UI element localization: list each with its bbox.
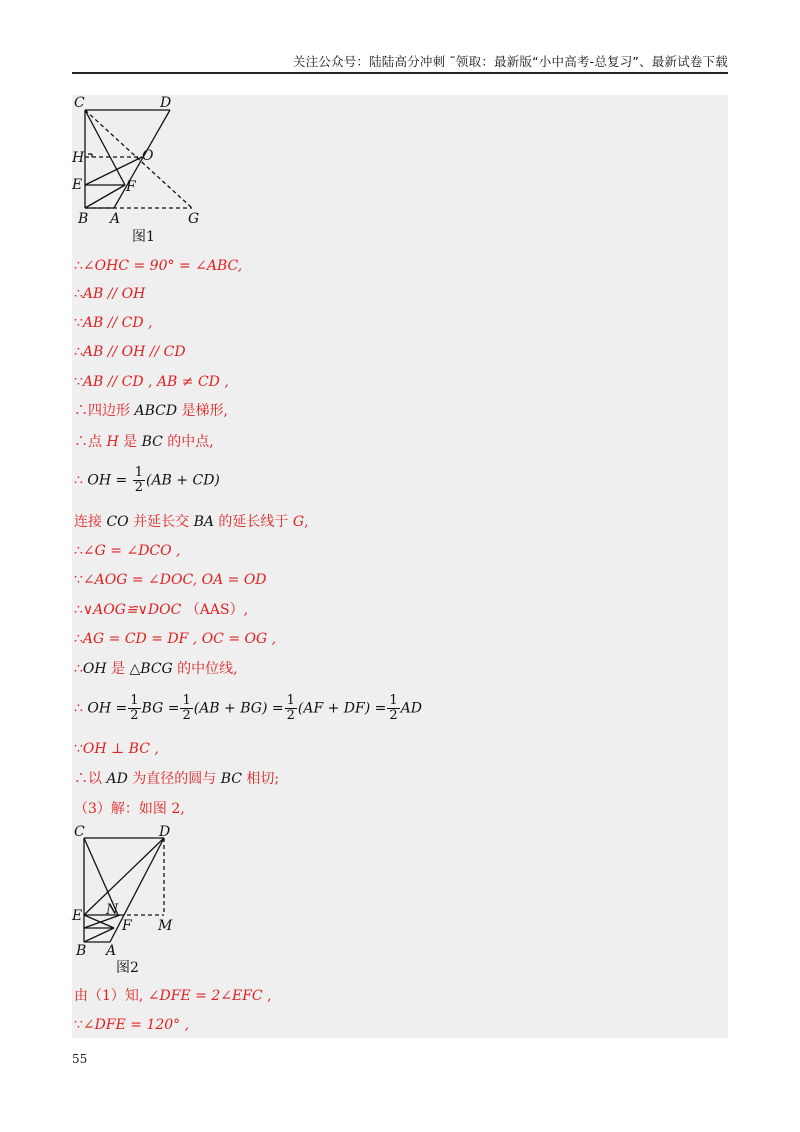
line-17: ∴以 AD 为直径的圆与 BC 相切;	[74, 771, 280, 787]
fig1-label-h: H	[72, 150, 85, 166]
fig2-label-c: C	[74, 824, 85, 840]
line-5: ∵AB // CD , AB ≠ CD ,	[74, 374, 229, 390]
fraction-half-2: $\frac{1}{2}$	[182, 693, 191, 723]
fig2-label-n: N	[106, 902, 119, 918]
fig1-label-f: F	[126, 179, 136, 195]
fig2-label-f: F	[122, 918, 132, 934]
line-2: ∴AB // OH	[74, 286, 146, 302]
fraction-half-4: $\frac{1}{2}$	[389, 693, 398, 723]
fraction-half-3: $\frac{1}{2}$	[286, 693, 295, 723]
line-13: ∴AG = CD = DF , OC = OG ,	[74, 631, 277, 647]
fig2-label-d: D	[159, 824, 171, 840]
figure-1	[72, 95, 232, 250]
line-18: （3）解：如图 2,	[74, 801, 185, 817]
header-rule	[72, 72, 728, 74]
line-6: ∴四边形 ABCD 是梯形,	[74, 403, 228, 419]
fig2-label-m: M	[158, 918, 173, 934]
fraction-half-1: $\frac{1}{2}$	[130, 693, 139, 723]
line-4: ∴AB // OH // CD	[74, 344, 186, 360]
line-16: ∵OH ⊥ BC ,	[74, 741, 159, 757]
fig1-label-b: B	[78, 211, 89, 227]
fraction-half: $\frac{1}{2}$	[134, 465, 143, 495]
page-header: 关注公众号：陆陆高分冲刺 ˜领取：最新版“小中高考-总复习”、最新试卷下载	[292, 54, 728, 69]
page-number: 55	[72, 1052, 88, 1066]
line-3: ∵AB // CD ,	[74, 315, 153, 331]
fig1-label-e: E	[72, 177, 83, 193]
fig2-label-b: B	[76, 943, 87, 959]
fig2-caption: 图2	[116, 960, 139, 976]
line-7: ∴点 H 是 BC 的中点,	[74, 434, 214, 450]
fig1-label-c: C	[74, 95, 85, 111]
figure-2	[72, 822, 202, 982]
fig1-label-o: O	[142, 148, 154, 164]
line-20: ∵∠DFE = 120° ,	[74, 1017, 190, 1033]
line-19: 由（1）知, ∠DFE = 2∠EFC ,	[74, 988, 272, 1004]
line-8: ∴ OH = $\frac{1}{2}$ (AB + CD)	[74, 465, 220, 495]
line-11: ∵∠AOG = ∠DOC, OA = OD	[74, 572, 267, 588]
line-10: ∴∠G = ∠DCO ,	[74, 543, 181, 559]
line-14: ∴OH 是 △BCG 的中位线,	[74, 661, 238, 677]
fig2-label-e: E	[72, 908, 83, 924]
line-12: ∴∨AOG≌∨DOC （AAS）,	[74, 602, 249, 618]
fig1-label-d: D	[160, 95, 172, 111]
line-9: 连接 CO 并延长交 BA 的延长线于 G,	[74, 514, 309, 530]
fig1-caption: 图1	[132, 229, 155, 245]
line-15: ∴ OH = $\frac{1}{2}$ BG = $\frac{1}{2}$ (AB + BG) = $\frac{1}{2}$ (AF + DF) = $\frac{1}{2}$ AD	[74, 693, 423, 723]
fig1-label-g: G	[188, 211, 200, 227]
line-1: ∴∠OHC = 90° = ∠ABC,	[74, 258, 243, 274]
fig2-label-a: A	[106, 943, 117, 959]
fig1-label-a: A	[110, 211, 121, 227]
